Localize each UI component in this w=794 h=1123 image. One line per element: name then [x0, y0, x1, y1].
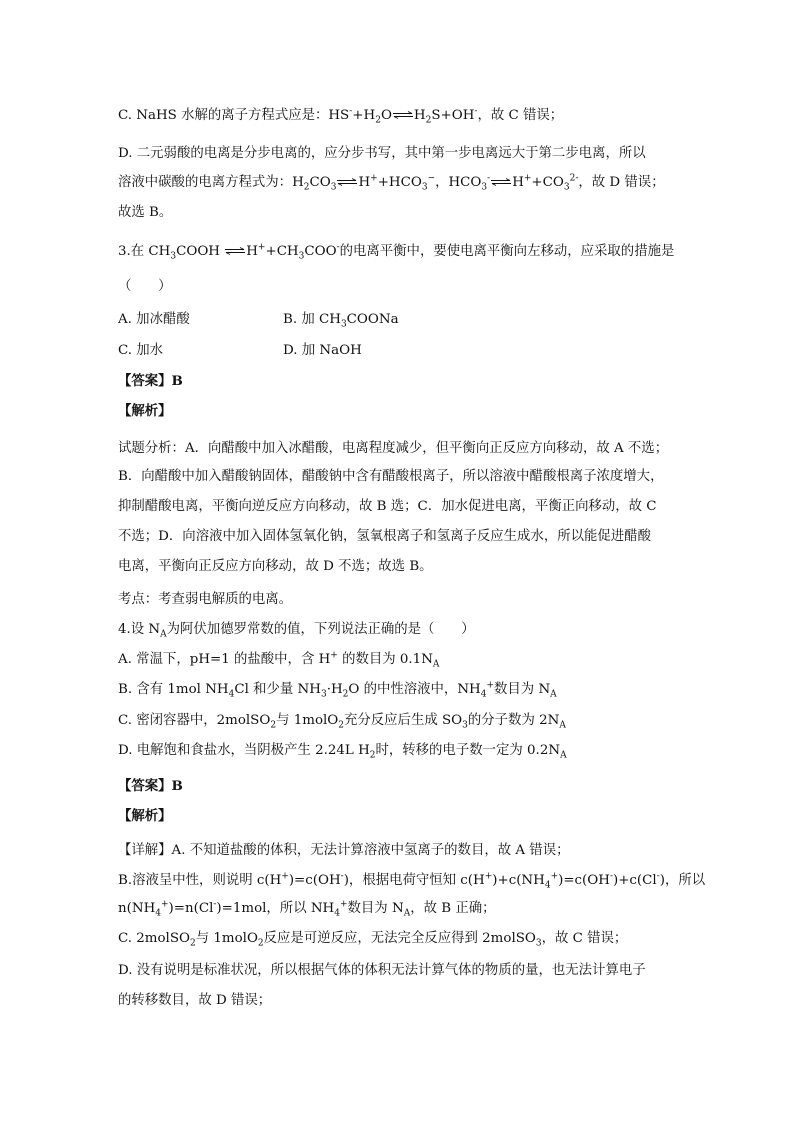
text-run: B.溶液呈中性，则说明 c(H [118, 873, 282, 888]
text-run: C. NaHS 水解的离子方程式应是：HS [118, 108, 350, 123]
text-line [118, 144, 678, 164]
text-run: 抑制醋酸电离，平衡向逆反应方向移动，故 B 选；C．加水促进电离，平衡正向移动，故 C [118, 499, 657, 514]
text-line [118, 106, 678, 126]
text-line [118, 467, 678, 487]
text-run: 4.设 N [118, 622, 161, 637]
text-run: 数目为 N [494, 682, 551, 697]
text-line [118, 371, 678, 391]
text-line [118, 991, 678, 1011]
text-run: CO [309, 175, 331, 190]
text-line [118, 711, 678, 731]
text-run: +HCO [377, 175, 422, 190]
text-run: 的分子数为 2N [467, 713, 560, 728]
text-run: )，根据电荷守恒知 c(H [343, 873, 485, 888]
text-run: )=1mol，所以 NH [216, 901, 335, 916]
option-right [283, 341, 362, 361]
text-run: B．向醋酸中加入醋酸钠固体，醋酸钠中含有醋酸根离子，所以溶液中醋酸根离子浓度增大， [118, 469, 664, 484]
text-line [118, 439, 678, 459]
subscript: 2 [338, 720, 344, 731]
text-run: 溶液中碳酸的电离方程式为：H [118, 175, 304, 190]
text-run: COONa [346, 312, 399, 327]
text-line [118, 242, 678, 262]
text-run: H [413, 108, 426, 123]
subscript: 4 [334, 908, 340, 919]
subscript: 2 [270, 720, 277, 731]
text-run: )，所以 [659, 873, 706, 888]
text-run: 【详解】A. 不知道盐酸的体积，无法计算溶液中氢离子的数目，故 A 错误； [118, 843, 570, 858]
subscript: 3 [535, 938, 542, 949]
text-run: S+OH [431, 108, 475, 123]
superscript: + [330, 650, 338, 661]
text-run: A. 加冰醋酸 [118, 312, 190, 327]
text-line [118, 173, 678, 193]
text-run: )+c(Cl [612, 873, 657, 888]
subscript: 3 [481, 182, 488, 193]
text-run: H [512, 175, 524, 190]
superscript: + [160, 899, 169, 910]
text-run: C. 加水 [118, 343, 164, 358]
text-run: ，HCO [435, 175, 482, 190]
text-run: B. 含有 1mol NH [118, 682, 229, 697]
text-run: C. 密闭容器中，2molSO [118, 713, 271, 728]
text-run: D. 电解饱和食盐水，当阴极产生 2.24L H [118, 743, 370, 758]
superscript: - [609, 871, 613, 882]
text-run: n(NH [118, 901, 156, 916]
text-line [118, 401, 678, 421]
text-run: 的数目为 0.1N [337, 652, 433, 667]
text-run: ，故 C 错误； [477, 108, 564, 123]
text-run: H [246, 244, 258, 259]
text-run: 时，转移的电子数一定为 0.2N [375, 743, 561, 758]
text-run: +CO [531, 175, 564, 190]
text-run: 的电离平衡中，要使电离平衡向左移动，应采取的措施是 [339, 244, 675, 259]
subscript: 3 [421, 182, 428, 193]
text-run: +CH [265, 244, 299, 259]
text-run: 考点：考查弱电解质的电离。 [118, 592, 293, 607]
text-run: )=c(OH [558, 873, 610, 888]
text-line [118, 899, 678, 919]
text-run: )=c(OH [288, 873, 341, 888]
subscript: 4 [480, 689, 487, 700]
text-run: O 的中性溶液中，NH [348, 682, 481, 697]
text-run: 的转移数目，故 D 错误； [118, 993, 272, 1008]
text-run: 故选 B。 [118, 205, 173, 220]
superscript: - [340, 871, 344, 882]
text-line [118, 527, 678, 547]
text-run: 电离，平衡向正反应方向移动，故 D 不选；故选 B。 [118, 559, 433, 574]
subscript: 3 [340, 319, 347, 330]
subscript: A [160, 629, 167, 640]
text-run: COO [304, 244, 337, 259]
subscript: 3 [170, 251, 177, 262]
subscript: A [550, 689, 557, 700]
text-line [118, 871, 706, 891]
superscript: + [486, 680, 495, 691]
text-run: 数目为 N [347, 901, 404, 916]
text-line [118, 650, 678, 670]
text-line [118, 310, 678, 330]
text-line [118, 841, 678, 861]
subscript: 2 [303, 182, 310, 193]
subscript: A [403, 908, 411, 919]
text-run: ，故 B 正确； [410, 901, 496, 916]
text-run: 【答案】B [118, 373, 183, 389]
text-run: COOH [176, 244, 225, 259]
subscript: 2 [425, 115, 432, 126]
subscript: 3 [462, 720, 468, 731]
text-run: +H [352, 108, 376, 123]
superscript: 2- [569, 173, 579, 184]
text-line [118, 203, 678, 223]
subscript: 3 [563, 182, 570, 193]
superscript: + [370, 173, 378, 184]
text-run: 试题分析：A．向醋酸中加入冰醋酸，电离程度减少，但平衡向正反应方向移动，故 A 不选； [118, 441, 669, 456]
text-line [118, 776, 678, 796]
text-run: ，故 D 错误； [578, 175, 665, 190]
text-run: O [380, 108, 392, 123]
subscript: 2 [190, 938, 196, 949]
text-run: 与 1molO [276, 713, 339, 728]
superscript: - [487, 173, 491, 184]
equilibrium-arrow-icon [336, 178, 358, 186]
equilibrium-arrow-icon [490, 178, 512, 186]
superscript: + [339, 899, 348, 910]
text-line [118, 806, 678, 826]
text-run: B. 加 CH [283, 312, 341, 327]
text-run: 不选；D．向溶液中加入固体氢氧化钠，氢氧根离子和氢离子反应生成水，所以能促进醋酸 [118, 529, 651, 544]
subscript: 2 [369, 750, 376, 761]
superscript: + [281, 871, 289, 882]
text-line [118, 929, 678, 949]
superscript: + [257, 242, 266, 253]
text-run: H [358, 175, 371, 190]
text-run: 充分反应后生成 SO [344, 713, 463, 728]
subscript: 2 [257, 938, 264, 949]
text-run: 3.在 CH [118, 244, 171, 259]
subscript: A [560, 750, 567, 761]
subscript: 3 [320, 689, 327, 700]
subscript: 4 [228, 689, 235, 700]
text-run: ，故 C 错误； [541, 931, 628, 946]
subscript: 2 [342, 689, 349, 700]
superscript: - [656, 871, 660, 882]
text-line [118, 557, 678, 577]
subscript: 2 [375, 115, 381, 126]
superscript: - [349, 106, 353, 117]
text-run: C. 2molSO [118, 931, 190, 946]
text-line [118, 680, 678, 700]
superscript: - [336, 242, 340, 253]
text-run: Cl 和少量 NH [234, 682, 321, 697]
text-run: D. 加 NaOH [283, 343, 362, 358]
superscript: − [427, 173, 436, 184]
text-run: D. 没有说明是标准状况，所以根据气体的体积无法计算气体的物质的量，也无法计算电子 [118, 963, 646, 978]
text-run: 【答案】B [118, 778, 183, 794]
text-run: ·H [326, 682, 343, 697]
subscript: 4 [544, 880, 551, 891]
superscript: + [484, 871, 493, 882]
superscript: - [474, 106, 478, 117]
text-run: )=n(Cl [168, 901, 214, 916]
text-run: 为阿伏加德罗常数的值，下列说法正确的是（ ） [166, 622, 475, 637]
option-right [283, 310, 399, 330]
text-run: 反应是可逆反应，无法完全反应得到 2molSO [263, 931, 536, 946]
subscript: A [432, 659, 440, 670]
text-run: A. 常温下，pH=1 的盐酸中，含 H [118, 652, 331, 667]
superscript: - [213, 899, 217, 910]
text-run: 与 1molO [195, 931, 258, 946]
subscript: 3 [298, 251, 305, 262]
text-line [118, 741, 678, 761]
text-run: 【解析】 [118, 808, 172, 824]
equilibrium-arrow-icon [224, 247, 246, 255]
text-line [118, 277, 678, 297]
equilibrium-arrow-icon [392, 111, 414, 119]
subscript: A [559, 720, 566, 731]
text-run: D. 二元弱酸的电离是分步电离的，应分步书写，其中第一步电离远大于第二步电离，所以 [118, 146, 646, 161]
text-run: （ ） [118, 279, 172, 294]
text-line [118, 341, 678, 361]
text-line [118, 620, 678, 640]
text-line [118, 590, 678, 610]
superscript: + [550, 871, 559, 882]
text-run: 【解析】 [118, 403, 172, 419]
subscript: 4 [155, 908, 161, 919]
subscript: 3 [330, 182, 337, 193]
text-line [118, 497, 678, 517]
text-line [118, 961, 678, 981]
text-run: )+c(NH [492, 873, 545, 888]
superscript: + [523, 173, 532, 184]
